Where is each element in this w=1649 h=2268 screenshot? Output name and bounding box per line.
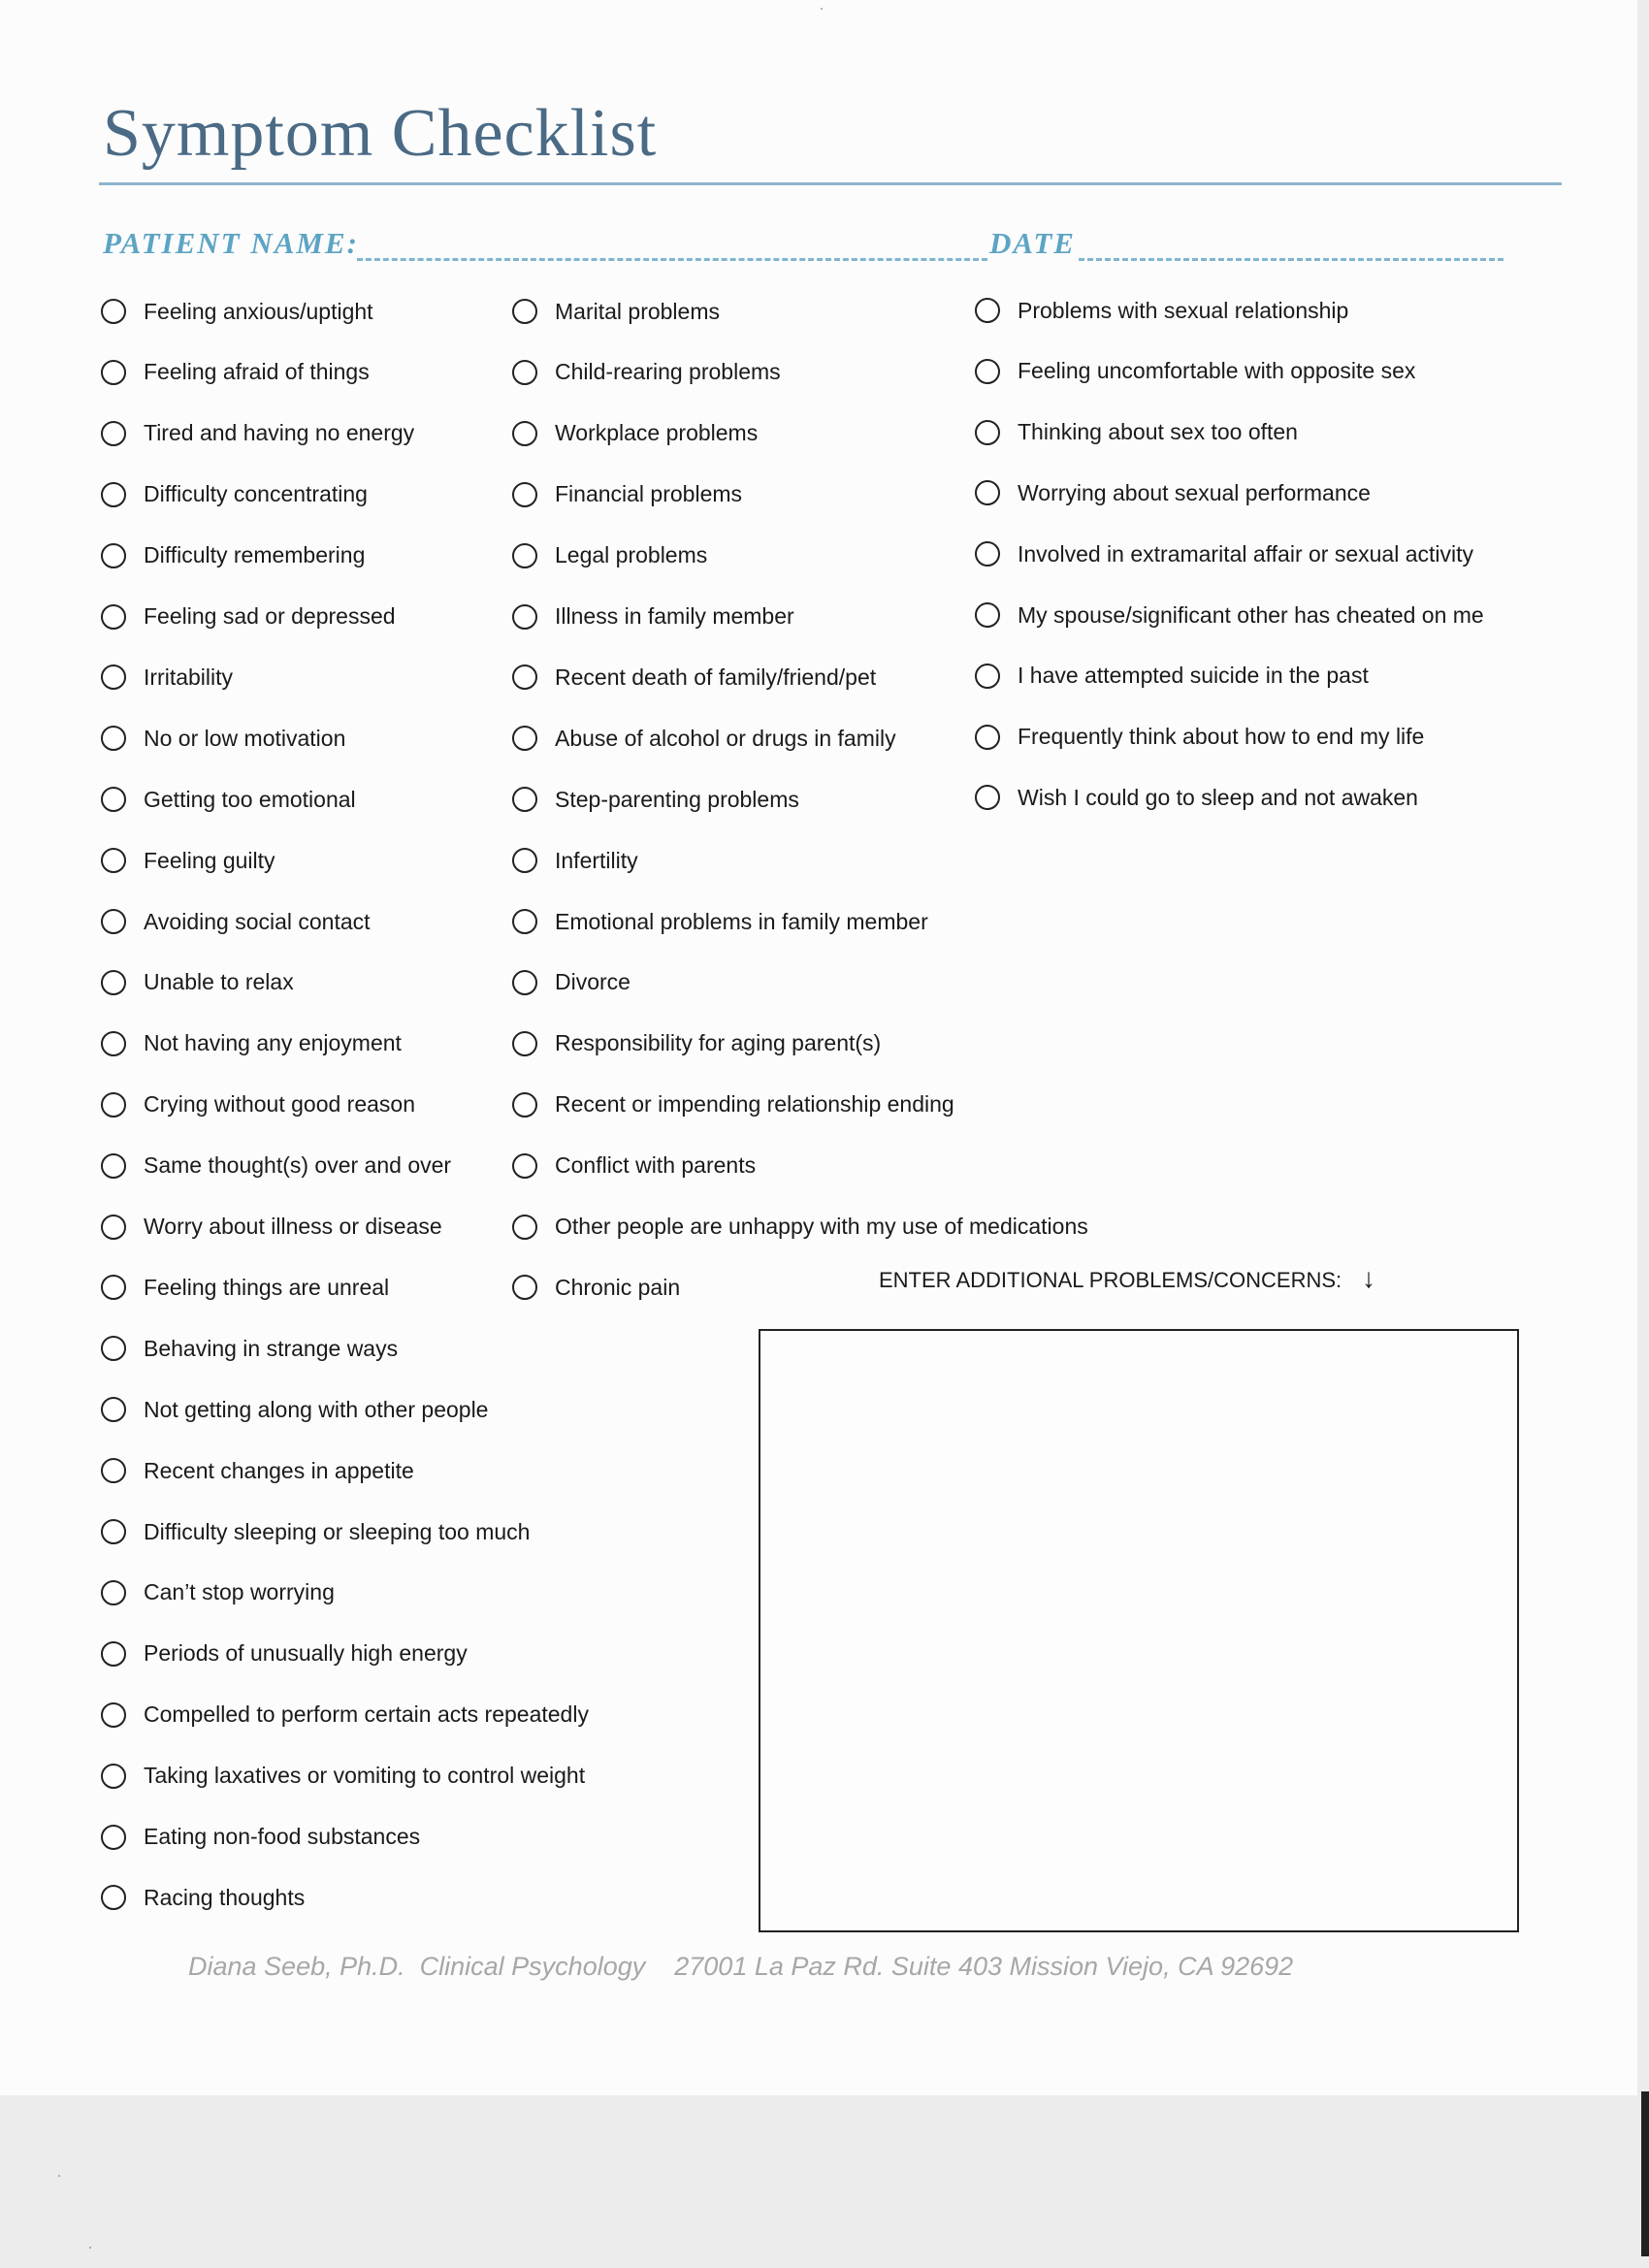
- checklist-item-label: Recent changes in appetite: [144, 1457, 414, 1483]
- checklist-item-label: Not having any enjoyment: [144, 1030, 402, 1056]
- checklist-item[interactable]: [101, 475, 368, 514]
- checklist-item-label: Infertility: [555, 847, 638, 873]
- radio-circle-icon[interactable]: [975, 541, 1000, 567]
- radio-circle-icon[interactable]: [101, 1702, 126, 1728]
- radio-circle-icon[interactable]: [975, 725, 1000, 750]
- checklist-item-label: Compelled to perform certain acts repeatedly: [144, 1701, 589, 1728]
- radio-circle-icon[interactable]: [101, 1519, 126, 1544]
- checklist-item-label: Conflict with parents: [555, 1152, 757, 1179]
- radio-circle-icon[interactable]: [512, 909, 537, 934]
- checklist-item[interactable]: [101, 1512, 530, 1551]
- checklist-item[interactable]: [101, 1635, 468, 1673]
- checklist-item-label: Avoiding social contact: [144, 908, 371, 934]
- checklist-item[interactable]: [512, 658, 876, 697]
- checklist-item-label: Taking laxatives or vomiting to control weight: [144, 1763, 586, 1789]
- radio-circle-icon[interactable]: [512, 482, 537, 507]
- radio-circle-icon[interactable]: [975, 359, 1000, 384]
- checklist-item[interactable]: [101, 1818, 420, 1857]
- checklist-item[interactable]: [101, 353, 370, 392]
- checklist-item-label: I have attempted suicide in the past: [1018, 663, 1369, 689]
- radio-circle-icon[interactable]: [101, 1031, 126, 1056]
- checklist-item-label: Difficulty sleeping or sleeping too much: [144, 1518, 531, 1544]
- radio-circle-icon[interactable]: [101, 543, 126, 568]
- checklist-item-label: Marital problems: [555, 298, 720, 324]
- radio-circle-icon[interactable]: [975, 298, 1000, 323]
- checklist-item-label: Periods of unusually high energy: [144, 1640, 468, 1667]
- checklist-item-label: Feeling things are unreal: [144, 1274, 390, 1300]
- radio-circle-icon[interactable]: [101, 604, 126, 630]
- checklist-item-label: Can’t stop worrying: [144, 1579, 335, 1605]
- checklist-item[interactable]: [101, 1878, 305, 1917]
- radio-circle-icon[interactable]: [101, 726, 126, 751]
- checklist-item[interactable]: [101, 1268, 389, 1307]
- checklist-item-label: Not getting along with other people: [144, 1396, 489, 1422]
- checklist-item[interactable]: [101, 841, 275, 880]
- radio-circle-icon[interactable]: [101, 1336, 126, 1361]
- checklist-item[interactable]: [101, 780, 356, 819]
- checklist-item-label: No or low motivation: [144, 725, 346, 751]
- checklist-item-label: Feeling uncomfortable with opposite sex: [1018, 358, 1416, 384]
- checklist-item-label: Difficulty concentrating: [144, 481, 368, 507]
- checklist-item-label: Abuse of alcohol or drugs in family: [555, 725, 896, 751]
- checklist-item[interactable]: [101, 1696, 589, 1734]
- radio-circle-icon[interactable]: [101, 848, 126, 873]
- checklist-item[interactable]: [512, 292, 720, 331]
- checklist-item-label: Getting too emotional: [144, 786, 356, 812]
- checklist-item-label: Step-parenting problems: [555, 786, 799, 812]
- checklist-item[interactable]: [101, 1573, 335, 1612]
- scan-speck: [58, 2175, 60, 2177]
- checklist-item[interactable]: [975, 657, 1369, 696]
- radio-circle-icon[interactable]: [101, 1153, 126, 1179]
- checklist-item[interactable]: [101, 1329, 398, 1368]
- radio-circle-icon[interactable]: [101, 970, 126, 995]
- checklist-item-label: Emotional problems in family member: [555, 908, 928, 934]
- checklist-item[interactable]: [512, 1268, 680, 1307]
- checklist-item[interactable]: [101, 1390, 488, 1429]
- radio-circle-icon[interactable]: [512, 604, 537, 630]
- radio-circle-icon[interactable]: [101, 1215, 126, 1240]
- checklist-item[interactable]: [975, 413, 1298, 452]
- checklist-item[interactable]: [101, 1024, 402, 1063]
- checklist-item[interactable]: [512, 1208, 1088, 1247]
- checklist-item[interactable]: [975, 535, 1473, 573]
- checklist-item[interactable]: [101, 1451, 414, 1490]
- checklist-item[interactable]: [512, 414, 758, 453]
- additional-concerns-label: ENTER ADDITIONAL PROBLEMS/CONCERNS:: [879, 1268, 1342, 1292]
- checklist-item-label: Problems with sexual relationship: [1018, 297, 1349, 323]
- radio-circle-icon[interactable]: [975, 785, 1000, 810]
- radio-circle-icon[interactable]: [101, 1885, 126, 1910]
- checklist-item-label: Child-rearing problems: [555, 359, 781, 385]
- checklist-item-label: Feeling anxious/uptight: [144, 298, 373, 324]
- radio-circle-icon[interactable]: [101, 1641, 126, 1667]
- checklist-item[interactable]: [512, 780, 799, 819]
- radio-circle-icon[interactable]: [512, 726, 537, 751]
- radio-circle-icon[interactable]: [101, 909, 126, 934]
- radio-circle-icon[interactable]: [512, 1031, 537, 1056]
- checklist-item[interactable]: [101, 536, 365, 575]
- radio-circle-icon[interactable]: [512, 1215, 537, 1240]
- checklist-item[interactable]: [101, 658, 233, 697]
- radio-circle-icon[interactable]: [975, 420, 1000, 445]
- checklist-item[interactable]: [512, 475, 742, 514]
- footer: [188, 1952, 1293, 1982]
- additional-concerns-box[interactable]: [759, 1329, 1519, 1932]
- checklist-item[interactable]: [101, 1085, 415, 1124]
- radio-circle-icon[interactable]: [101, 299, 126, 324]
- radio-circle-icon[interactable]: [101, 421, 126, 446]
- checklist-item[interactable]: [975, 718, 1424, 757]
- scan-edge: [1641, 2091, 1649, 2256]
- radio-circle-icon[interactable]: [101, 1825, 126, 1850]
- checklist-item[interactable]: [975, 596, 1484, 634]
- checklist-item-label: Tired and having no energy: [144, 420, 415, 446]
- checklist-item[interactable]: [512, 353, 781, 392]
- checklist-item[interactable]: [512, 1147, 756, 1185]
- radio-circle-icon[interactable]: [101, 787, 126, 812]
- checklist-item-label: Illness in family member: [555, 603, 794, 629]
- radio-circle-icon[interactable]: [101, 1764, 126, 1789]
- radio-circle-icon[interactable]: [975, 602, 1000, 628]
- footer-provider: Diana Seeb, Ph.D. Clinical Psychology: [188, 1952, 646, 1981]
- checklist-item-label: Worry about illness or disease: [144, 1214, 442, 1239]
- checklist-item[interactable]: [512, 1085, 954, 1124]
- checklist-item-label: Frequently think about how to end my life: [1018, 724, 1425, 750]
- checklist-item[interactable]: [101, 902, 371, 941]
- radio-circle-icon[interactable]: [512, 299, 537, 324]
- scan-speck: [821, 8, 823, 10]
- radio-circle-icon[interactable]: [512, 1275, 537, 1300]
- checklist-item[interactable]: [101, 292, 373, 331]
- checklist-item[interactable]: [512, 1024, 881, 1063]
- checklist-item[interactable]: [101, 1208, 442, 1247]
- radio-circle-icon[interactable]: [512, 543, 537, 568]
- radio-circle-icon[interactable]: [101, 360, 126, 385]
- checklist-item-label: Eating non-food substances: [144, 1824, 421, 1849]
- radio-circle-icon[interactable]: [975, 480, 1000, 505]
- checklist-item-label: Crying without good reason: [144, 1091, 415, 1118]
- radio-circle-icon[interactable]: [512, 1092, 537, 1118]
- radio-circle-icon[interactable]: [101, 1397, 126, 1422]
- radio-circle-icon[interactable]: [101, 1092, 126, 1118]
- checklist-item-label: Responsibility for aging parent(s): [555, 1030, 882, 1056]
- checklist-item-label: Chronic pain: [555, 1274, 681, 1300]
- checklist-item-label: Behaving in strange ways: [144, 1335, 399, 1361]
- radio-circle-icon[interactable]: [512, 664, 537, 690]
- checklist-item-label: Feeling guilty: [144, 847, 275, 873]
- radio-circle-icon[interactable]: [512, 360, 537, 385]
- checklist-item-label: Racing thoughts: [144, 1884, 306, 1910]
- footer-address: 27001 La Paz Rd. Suite 403 Mission Viejo, CA 92692: [674, 1952, 1294, 1981]
- date-label: DATE: [989, 226, 1076, 260]
- radio-circle-icon[interactable]: [512, 970, 537, 995]
- radio-circle-icon[interactable]: [101, 482, 126, 507]
- checklist-item[interactable]: [101, 1757, 585, 1796]
- checklist-item-label: Financial problems: [555, 481, 743, 507]
- checklist-item[interactable]: [975, 778, 1418, 817]
- down-arrow-icon: ↓: [1362, 1263, 1375, 1293]
- checklist-item[interactable]: [101, 598, 396, 636]
- page-title: Symptom Checklist: [103, 96, 658, 171]
- checklist-item[interactable]: [101, 414, 414, 453]
- checklist-item[interactable]: [101, 719, 345, 758]
- checklist-item-label: My spouse/significant other has cheated on me: [1018, 601, 1484, 628]
- radio-circle-icon[interactable]: [101, 1580, 126, 1605]
- scan-speck: [89, 2247, 91, 2249]
- checklist-item[interactable]: [512, 963, 630, 1002]
- checklist-item-label: Difficulty remembering: [144, 542, 366, 568]
- radio-circle-icon[interactable]: [101, 1275, 126, 1300]
- checklist-item-label: Unable to relax: [144, 969, 294, 995]
- checklist-item[interactable]: [512, 841, 638, 880]
- checklist-item-label: Divorce: [555, 969, 630, 995]
- checklist-item-label: Irritability: [144, 664, 234, 690]
- checklist-item-label: Feeling sad or depressed: [144, 603, 396, 629]
- checklist-item[interactable]: [101, 963, 294, 1002]
- checklist-item[interactable]: [975, 291, 1348, 330]
- radio-circle-icon[interactable]: [512, 848, 537, 873]
- checklist-item-label: Wish I could go to sleep and not awaken: [1018, 784, 1418, 810]
- checklist-item-label: Recent or impending relationship ending: [555, 1091, 954, 1118]
- checklist-item-label: Worrying about sexual performance: [1018, 479, 1371, 505]
- checklist-item[interactable]: [512, 719, 896, 758]
- checklist-item[interactable]: [101, 1147, 451, 1185]
- checklist-item[interactable]: [512, 598, 794, 636]
- checklist-item-label: Feeling afraid of things: [144, 359, 370, 385]
- patient-name-label: PATIENT NAME:: [103, 226, 359, 260]
- checklist-item[interactable]: [975, 473, 1371, 512]
- title-divider: [99, 182, 1562, 185]
- date-field[interactable]: [1079, 258, 1504, 261]
- radio-circle-icon[interactable]: [512, 787, 537, 812]
- patient-name-field[interactable]: [357, 258, 987, 261]
- radio-circle-icon[interactable]: [975, 664, 1000, 689]
- checklist-item-label: Thinking about sex too often: [1018, 419, 1298, 445]
- checklist-item-label: Involved in extramarital affair or sexual activity: [1018, 540, 1473, 567]
- radio-circle-icon[interactable]: [512, 421, 537, 446]
- checklist-item[interactable]: [512, 536, 707, 575]
- checklist-item-label: Legal problems: [555, 542, 708, 568]
- checklist-item-label: Workplace problems: [555, 420, 759, 446]
- checklist-item[interactable]: [975, 352, 1415, 391]
- checklist-item-label: Other people are unhappy with my use of medications: [555, 1214, 1088, 1239]
- radio-circle-icon[interactable]: [101, 1458, 126, 1483]
- checklist-item-label: Recent death of family/friend/pet: [555, 664, 877, 690]
- checklist-item[interactable]: [512, 902, 928, 941]
- checklist-item-label: Same thought(s) over and over: [144, 1152, 452, 1179]
- radio-circle-icon[interactable]: [512, 1153, 537, 1179]
- radio-circle-icon[interactable]: [101, 664, 126, 690]
